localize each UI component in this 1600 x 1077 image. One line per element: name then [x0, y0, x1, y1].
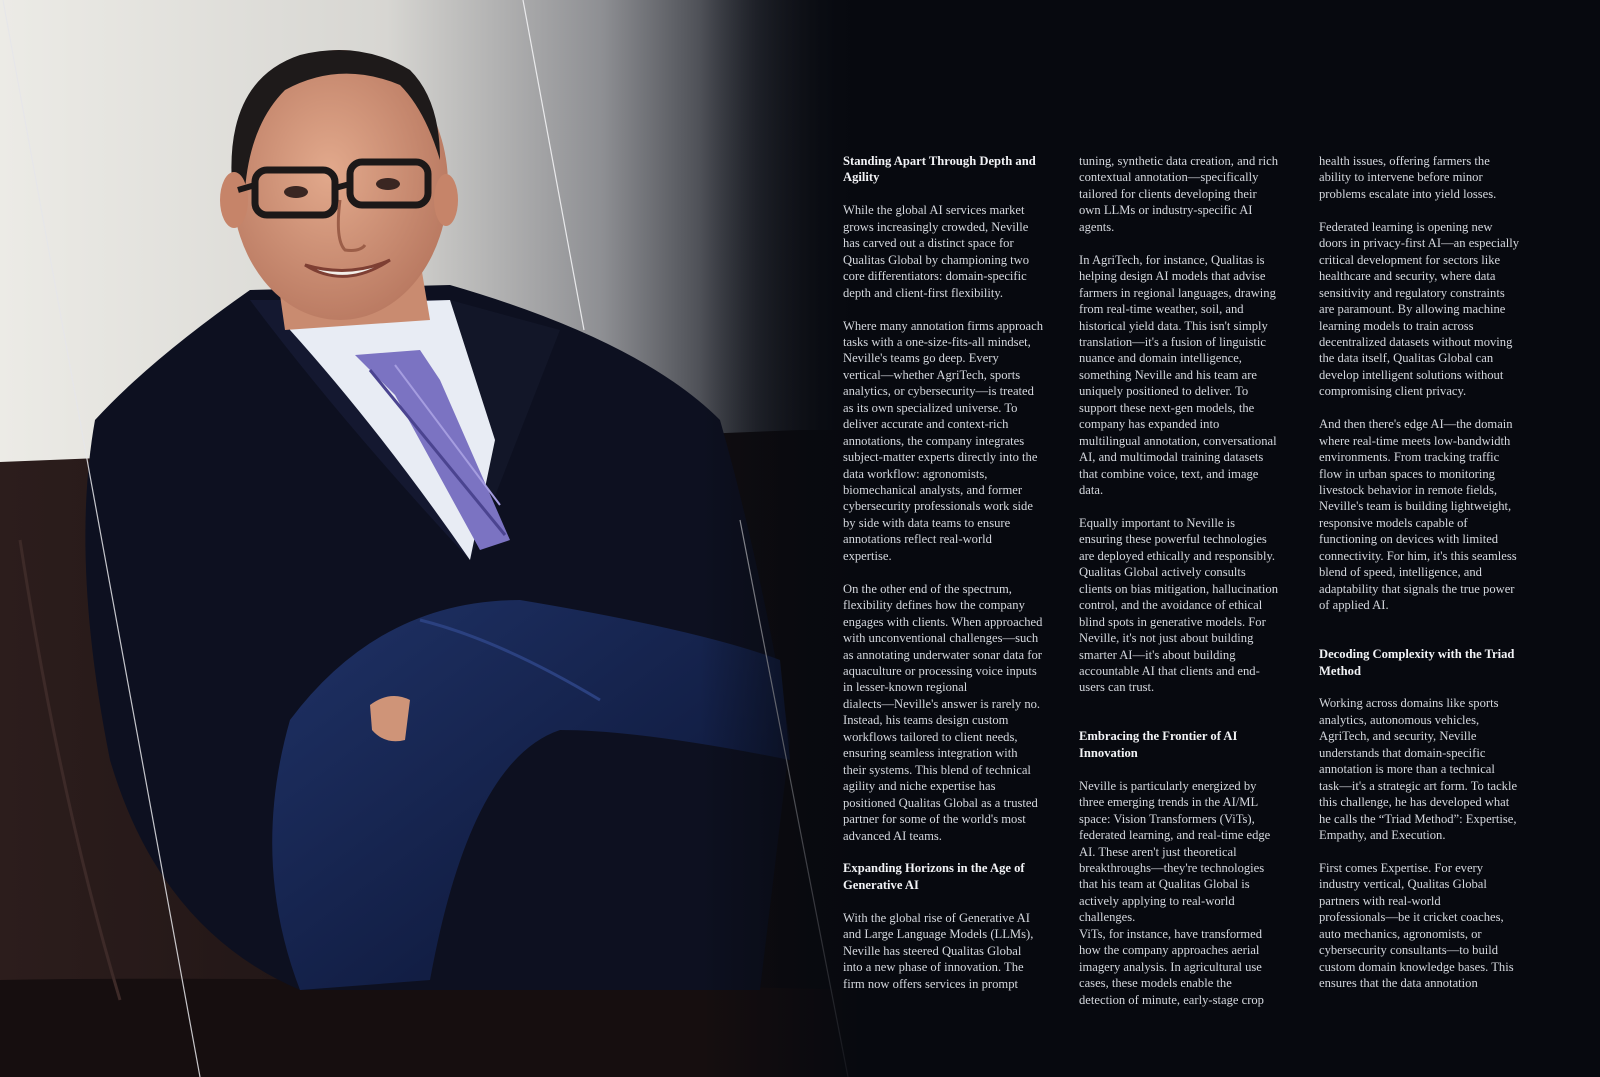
spacer	[1079, 712, 1309, 728]
paragraph: tuning, synthetic data creation, and rich contextual annotation—specifically tailored for clients developing their own LLMs or industry-specific AI agents.	[1079, 154, 1278, 234]
paragraph: Where many annotation firms approach tasks with a one-size-fits-all mindset, Neville's teams go deep. Every vertical—whether AgriTech, sports analytics, or cybersecurity—is treated as its own specialized universe. To deliver accurate and context-rich annotations, the company integrates subject-matter experts directly into the data workflow: agronomists, biomechanical analysts, and former cybersecurity professionals work side by side with data teams to ensure annotations reflect real-world expertise.	[843, 318, 1044, 563]
paragraph: health issues, offering farmers the ability to intervene before minor problems escalate into yield losses.	[1319, 154, 1497, 201]
paragraph: Equally important to Neville is ensuring these powerful technologies are deployed ethically and responsibly. Qualitas Global actively consults clients on bias mitigation, hallucination control, and the avoidance of ethical blind spots in generative models. For Neville, it's not just about building smarter AI—it's about building accountable AI that clients and end- users can trust.	[1079, 515, 1279, 695]
paragraph: First comes Expertise. For every industry vertical, Qualitas Global partners with real-world professionals—be it cricket coaches, auto mechanics, agronomists, or cybersecurity consultants—to build custom domain knowledge bases. This ensures that the data annotation	[1319, 860, 1514, 991]
article-column-2	[1079, 153, 1309, 1024]
paragraph: With the global rise of Generative AI and Large Language Models (LLMs), Neville has steered Qualitas Global into a new phase of innovation. The firm now offers services in prompt	[843, 910, 1034, 991]
article-column-3	[1319, 153, 1554, 1008]
paragraph: Working across domains like sports analytics, autonomous vehicles, AgriTech, and security, Neville understands that domain-specific annotation is more than a technical task—it's a strategic art form. To tackle this challenge, he has developed what he calls the “Triad Method”: Expertise, Empathy, and Execution.	[1319, 696, 1518, 843]
paragraph: Federated learning is opening new doors in privacy-first AI—an especially critical development for sectors like healthcare and security, where data sensitivity and regulatory constraints are paramount. By allowing machine learning models to train across decentralized datasets without moving the data itself, Qualitas Global can develop intelligent solutions without compromising client privacy.	[1319, 219, 1520, 399]
paragraph: On the other end of the spectrum, flexibility defines how the company engages with clients. When approached with unconventional challenges—such as annotating underwater sonar data for aquaculture or processing voice inputs in lesser-known regional dialects—Neville's answer is rarely no. Instead, his teams design custom workflows tailored to client needs, ensuring seamless integration with their systems. This blend of technical agility and niche expertise has positioned Qualitas Global as a trusted partner for some of the world's most advanced AI teams.	[843, 581, 1043, 843]
paragraph: And then there's edge AI—the domain where real-time meets low-bandwidth environments. From tracking traffic flow in urban spaces to monitoring livestock behavior in remote fields, Neville's team is building lightweight, responsive models capable of functioning on devices with limited connectivity. For him, it's this seamless blend of speed, intelligence, and adaptability that signals the true power of applied AI.	[1319, 417, 1517, 613]
section-heading-frontier-innovation: Embracing the Frontier of AI Innovation	[1079, 729, 1238, 760]
paragraph: Neville is particularly energized by three emerging trends in the AI/ML space: Vision Transformers (ViTs), federated learning, and real-time edge AI. These aren't just theoretical breakthroughs—they're technologies that his team at Qualitas Global is actively applying to real-world challenges.	[1079, 778, 1271, 925]
spacer	[1319, 630, 1554, 646]
paragraph: While the global AI services market grows increasingly crowded, Neville has carved out a distinct space for Qualitas Global by championing two core differentiators: domain-specific depth and client-first flexibility.	[843, 203, 1030, 300]
paragraph: In AgriTech, for instance, Qualitas is helping design AI models that advise farmers in regional languages, drawing from real-time weather, soil, and historical yield data. This isn't simply translation—it's a fusion of linguistic nuance and domain intelligence, something Neville and his team are uniquely positioned to deliver. To support these next-gen models, the company has expanded into multilingual annotation, conversational AI, and multimodal training datasets that combine voice, text, and image data.	[1079, 252, 1277, 498]
section-heading-triad-method: Decoding Complexity with the Triad Method	[1319, 647, 1515, 678]
section-heading-generative-ai: Expanding Horizons in the Age of Generative AI	[843, 861, 1025, 892]
section-heading-depth-agility: Standing Apart Through Depth and Agility	[843, 154, 1036, 185]
article-column-1	[843, 153, 1073, 1008]
paragraph: ViTs, for instance, have transformed how the company approaches aerial imagery analysis. In agricultural use cases, these models enable the detection of minute, early-stage crop	[1079, 926, 1264, 1007]
